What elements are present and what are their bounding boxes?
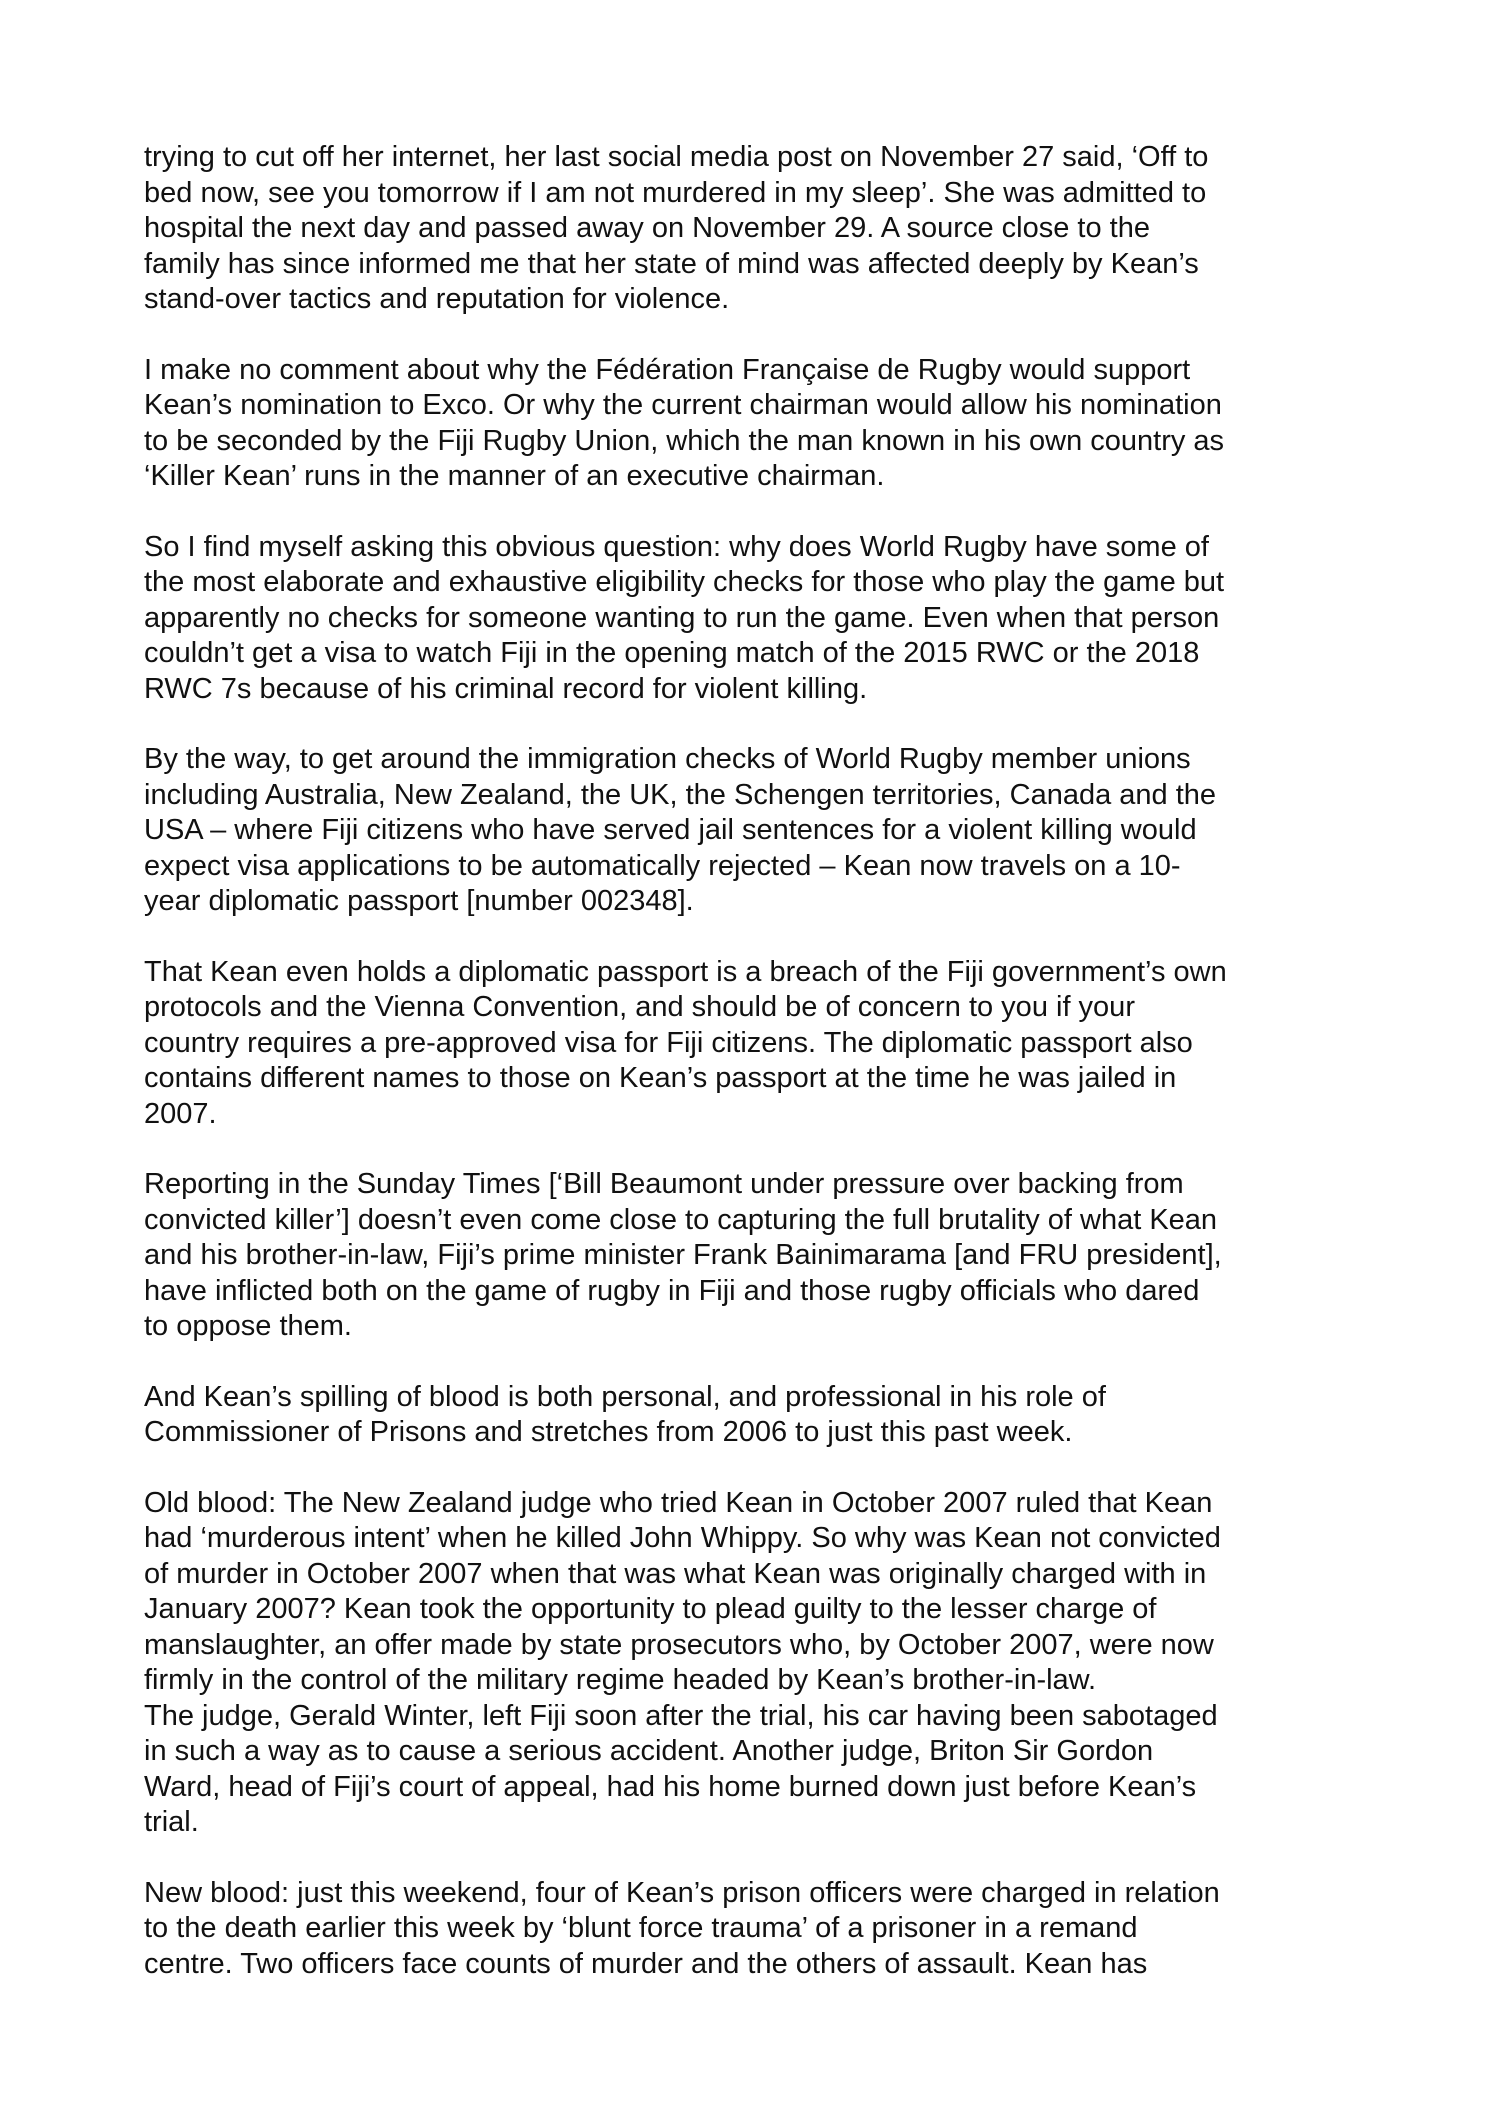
text-line: By the way, to get around the immigration checks of World Rugby member unions bbox=[144, 743, 1191, 775]
text-line: Old blood: The New Zealand judge who tried Kean in October 2007 ruled that Kean bbox=[144, 1486, 1213, 1519]
text-line: manslaughter, an offer made by state prosecutors who, by October 2007, were now bbox=[144, 1628, 1214, 1661]
text-line: RWC 7s because of his criminal record for violent killing. bbox=[144, 672, 868, 705]
text-line: USA – where Fiji citizens who have served jail sentences for a violent killing would bbox=[144, 814, 1197, 846]
text-line: I make no comment about why the Fédération Française de Rugby would support bbox=[144, 353, 1191, 386]
text-line: Ward, head of Fiji’s court of appeal, had his home burned down just before Kean’s bbox=[144, 1770, 1197, 1803]
paragraph bbox=[144, 742, 1314, 920]
text-line: to the death earlier this week by ‘blunt force trauma’ of a prisoner in a remand bbox=[144, 1912, 1138, 1944]
text-line: to oppose them. bbox=[144, 1310, 352, 1342]
text-line: contains different names to those on Kean’s passport at the time he was jailed in bbox=[144, 1062, 1177, 1094]
text-line: The judge, Gerald Winter, left Fiji soon after the trial, his car having been sabotaged bbox=[144, 1699, 1218, 1732]
text-line: centre. Two officers face counts of murder and the others of assault. Kean has bbox=[144, 1947, 1148, 1980]
text-line: firmly in the control of the military regime headed by Kean’s brother-in-law. bbox=[144, 1664, 1097, 1696]
text-line: in such a way as to cause a serious accident. Another judge, Briton Sir Gordon bbox=[144, 1735, 1154, 1767]
paragraph bbox=[144, 530, 1314, 708]
text-line: country requires a pre-approved visa for Fiji citizens. The diplomatic passport also bbox=[144, 1026, 1193, 1059]
paragraph bbox=[144, 140, 1314, 318]
text-line: So I find myself asking this obvious question: why does World Rugby have some of bbox=[144, 530, 1209, 563]
text-line: Reporting in the Sunday Times [‘Bill Beaumont under pressure over backing from bbox=[144, 1168, 1184, 1200]
text-line: trial. bbox=[144, 1806, 199, 1838]
text-line: 2007. bbox=[144, 1097, 217, 1130]
text-line: trying to cut off her internet, her last social media post on November 27 said, ‘Off to bbox=[144, 141, 1209, 173]
text-line: hospital the next day and passed away on November 29. A source close to the bbox=[144, 212, 1150, 244]
text-line: protocols and the Vienna Convention, and should be of concern to you if your bbox=[144, 991, 1135, 1023]
text-line: stand-over tactics and reputation for violence. bbox=[144, 283, 730, 315]
text-line: New blood: just this weekend, four of Kean’s prison officers were charged in relation bbox=[144, 1876, 1220, 1909]
text-line: the most elaborate and exhaustive eligibility checks for those who play the game but bbox=[144, 566, 1225, 598]
text-line: bed now, see you tomorrow if I am not murdered in my sleep’. She was admitted to bbox=[144, 176, 1207, 209]
text-line: to be seconded by the Fiji Rugby Union, which the man known in his own country as bbox=[144, 424, 1225, 457]
text-line: apparently no checks for someone wanting to run the game. Even when that person bbox=[144, 601, 1220, 634]
text-line: Commissioner of Prisons and stretches from 2006 to just this past week. bbox=[144, 1416, 1073, 1448]
paragraph bbox=[144, 1380, 1314, 1451]
text-line: convicted killer’] doesn’t even come close to capturing the full brutality of what Kean bbox=[144, 1203, 1218, 1236]
text-line: couldn’t get a visa to watch Fiji in the opening match of the 2015 RWC or the 2018 bbox=[144, 637, 1200, 669]
text-line: expect visa applications to be automatically rejected – Kean now travels on a 10- bbox=[144, 849, 1181, 882]
text-line: had ‘murderous intent’ when he killed John Whippy. So why was Kean not convicted bbox=[144, 1522, 1221, 1554]
text-line: family has since informed me that her state of mind was affected deeply by Kean’s bbox=[144, 247, 1199, 280]
text-line: of murder in October 2007 when that was what Kean was originally charged with in bbox=[144, 1557, 1207, 1590]
paragraph bbox=[144, 353, 1314, 495]
text-line: Kean’s nomination to Exco. Or why the current chairman would allow his nomination bbox=[144, 389, 1222, 421]
paragraph bbox=[144, 1167, 1314, 1345]
text-line: have inflicted both on the game of rugby in Fiji and those rugby officials who dared bbox=[144, 1274, 1200, 1307]
text-line: year diplomatic passport [number 002348]. bbox=[144, 885, 694, 917]
paragraph bbox=[144, 955, 1314, 1133]
paragraph bbox=[144, 1876, 1314, 1983]
text-line: That Kean even holds a diplomatic passport is a breach of the Fiji government’s own bbox=[144, 955, 1227, 988]
paragraph bbox=[144, 1486, 1314, 1841]
text-line: ‘Killer Kean’ runs in the manner of an executive chairman. bbox=[144, 460, 885, 492]
text-line: including Australia, New Zealand, the UK, the Schengen territories, Canada and the bbox=[144, 778, 1217, 811]
text-line: And Kean’s spilling of blood is both personal, and professional in his role of bbox=[144, 1380, 1106, 1413]
text-line: and his brother-in-law, Fiji’s prime minister Frank Bainimarama [and FRU president], bbox=[144, 1239, 1222, 1271]
text-line: January 2007? Kean took the opportunity to plead guilty to the lesser charge of bbox=[144, 1593, 1157, 1625]
document-page bbox=[144, 140, 1314, 2017]
